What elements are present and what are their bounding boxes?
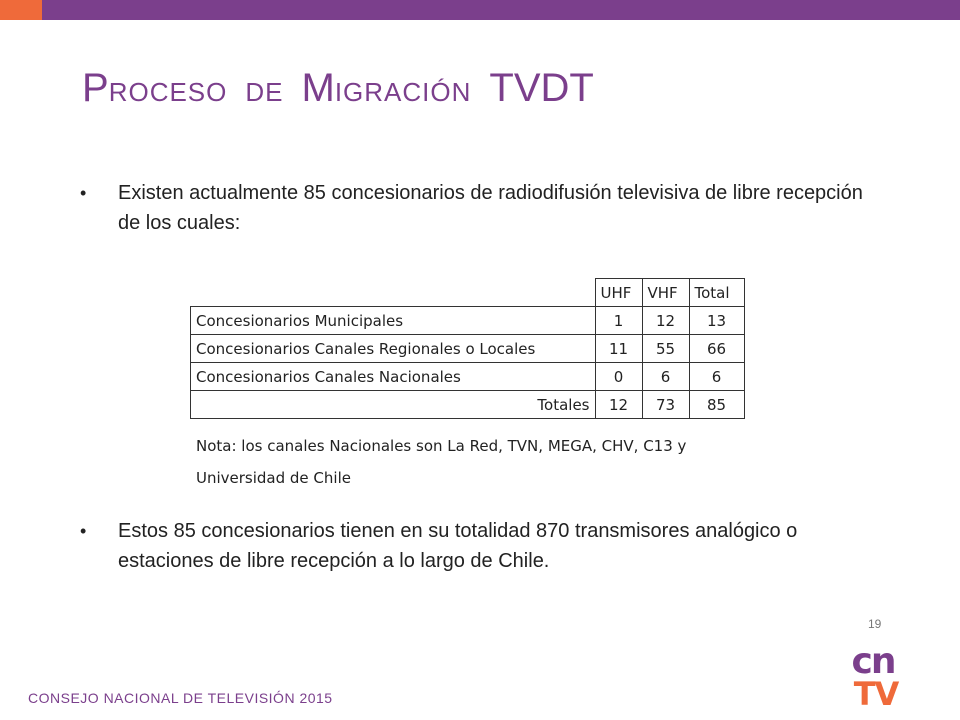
- cell-total: 13: [689, 307, 744, 335]
- table-row: [191, 307, 745, 335]
- cell-uhf: 1: [595, 307, 642, 335]
- cell-vhf: 55: [642, 335, 689, 363]
- totals-total: 85: [689, 391, 744, 419]
- cell-total: 66: [689, 335, 744, 363]
- cell-total: 6: [689, 363, 744, 391]
- top-corner-accent: [0, 0, 42, 20]
- totals-label: Totales: [191, 391, 596, 419]
- table-totals-row: [191, 391, 745, 419]
- footer-text: CONSEJO NACIONAL DE TELEVISIÓN 2015: [28, 690, 333, 706]
- totals-uhf: 12: [595, 391, 642, 419]
- bullet-text-2: Estos 85 concesionarios tienen en su totalidad 870 transmisores analógico o estaciones de libre recepción a lo largo de Chile.: [118, 520, 798, 572]
- bullet-dot-icon: •: [80, 183, 87, 203]
- header-vhf: VHF: [642, 279, 689, 307]
- title-word-3: IGRACIÓN: [334, 77, 472, 107]
- cell-vhf: 12: [642, 307, 689, 335]
- header-total: Total: [689, 279, 744, 307]
- slide-title: [82, 64, 594, 116]
- row-label: Concesionarios Municipales: [191, 307, 596, 335]
- title-initial-3: M: [301, 66, 335, 110]
- page-number: 19: [868, 617, 882, 631]
- table-row: [191, 363, 745, 391]
- top-accent-bar: [0, 0, 960, 20]
- bullet-item-2: [80, 516, 868, 576]
- concessionaires-table: [190, 278, 745, 419]
- totals-vhf: 73: [642, 391, 689, 419]
- bullet-item-1: [80, 178, 868, 238]
- title-word-1: ROCESO: [108, 77, 228, 107]
- table-header-row: [191, 279, 745, 307]
- bullet-text-1: Existen actualmente 85 concesionarios de radiodifusión televisiva de libre recepción de los cuales:: [118, 182, 863, 234]
- header-uhf: UHF: [595, 279, 642, 307]
- title-word-4: TVDT: [489, 66, 594, 110]
- table-note: Nota: los canales Nacionales son La Red, TVN, MEGA, CHV, C13 y Universidad de Chile: [196, 437, 687, 487]
- title-initial-1: P: [82, 66, 109, 110]
- bullet-dot-icon: •: [80, 521, 87, 541]
- title-word-2: DE: [245, 77, 284, 107]
- logo-text-cn: cn: [851, 642, 895, 682]
- cell-uhf: 11: [595, 335, 642, 363]
- cell-uhf: 0: [595, 363, 642, 391]
- logo-text-tv: TV: [853, 675, 899, 708]
- cntv-logo: [838, 642, 908, 708]
- table-row: [191, 335, 745, 363]
- row-label: Concesionarios Canales Nacionales: [191, 363, 596, 391]
- cell-vhf: 6: [642, 363, 689, 391]
- row-label: Concesionarios Canales Regionales o Locales: [191, 335, 596, 363]
